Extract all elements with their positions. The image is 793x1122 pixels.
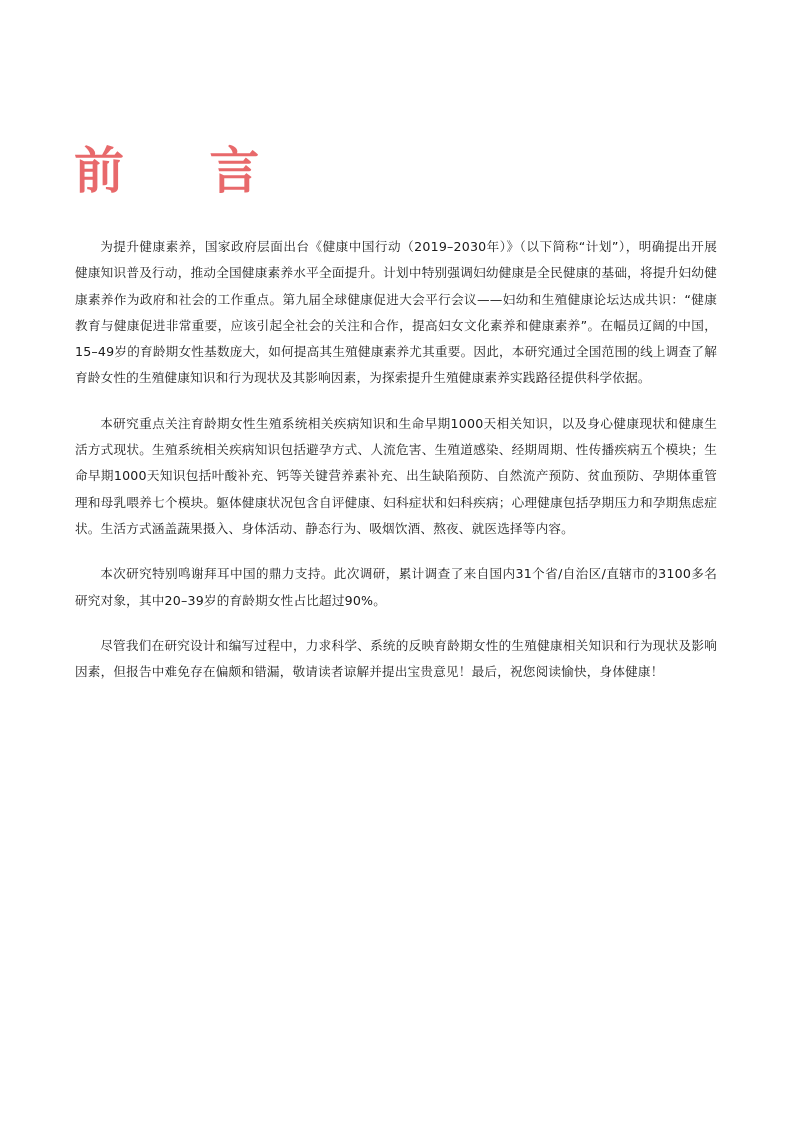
paragraph-2: 本研究重点关注育龄期女性生殖系统相关疾病知识和生命早期1000天相关知识，以及身心健康现状和健康生活方式现状。生殖系统相关疾病知识包括避孕方式、人流危害、生殖道感染、经期周期、性传播疾病五个模块；生命早期1000天知识包括叶酸补充、钙等关键营养素补充、出生缺陷预防、自然流产预防、贫血预防、孕期体重管理和母乳喂养七个模块。躯体健康状况包含自评健康、妇科症状和妇科疾病；心理健康包括孕期压力和孕期焦虑症状。生活方式涵盖蔬果摄入、身体活动、静态行为、吸烟饮酒、熬夜、就医选择等内容。 xyxy=(75,415,717,536)
paragraph-3: 本次研究特别鸣谢拜耳中国的鼎力支持。此次调研，累计调查了来自国内31个省/自治区/直辖市的3100多名研究对象，其中20–39岁的育龄期女性占比超过90%。 xyxy=(75,566,717,608)
paragraph-4: 尽管我们在研究设计和编写过程中，力求科学、系统的反映育龄期女性的生殖健康相关知识和行为现状及影响因素，但报告中难免存在偏颇和错漏，敬请读者谅解并提出宝贵意见！最后，祝您阅读愉快，身体健康！ xyxy=(75,637,717,680)
body-text xyxy=(75,234,717,704)
paragraph-1: 为提升健康素养，国家政府层面出台《健康中国行动（2019–2030年）》（以下简称“计划”），明确提出开展健康知识普及行动，推动全国健康素养水平全面提升。计划中特别强调妇幼健康是全民健康的基础，将提升妇幼健康素养作为政府和社会的工作重点。第九届全球健康促进大会平行会议——妇幼和生殖健康论坛达成共识：“健康教育与健康促进非常重要，应该引起全社会的关注和合作，提高妇女文化素养和健康素养”。在幅员辽阔的中国，15–49岁的育龄期女性基数庞大，如何提高其生殖健康素养尤其重要。因此，本研究通过全国范围的线上调查了解育龄女性的生殖健康知识和行为现状及其影响因素，为探索提升生殖健康素养实践路径提供科学依据。 xyxy=(75,239,717,386)
page-title: 前 言 xyxy=(74,142,294,200)
